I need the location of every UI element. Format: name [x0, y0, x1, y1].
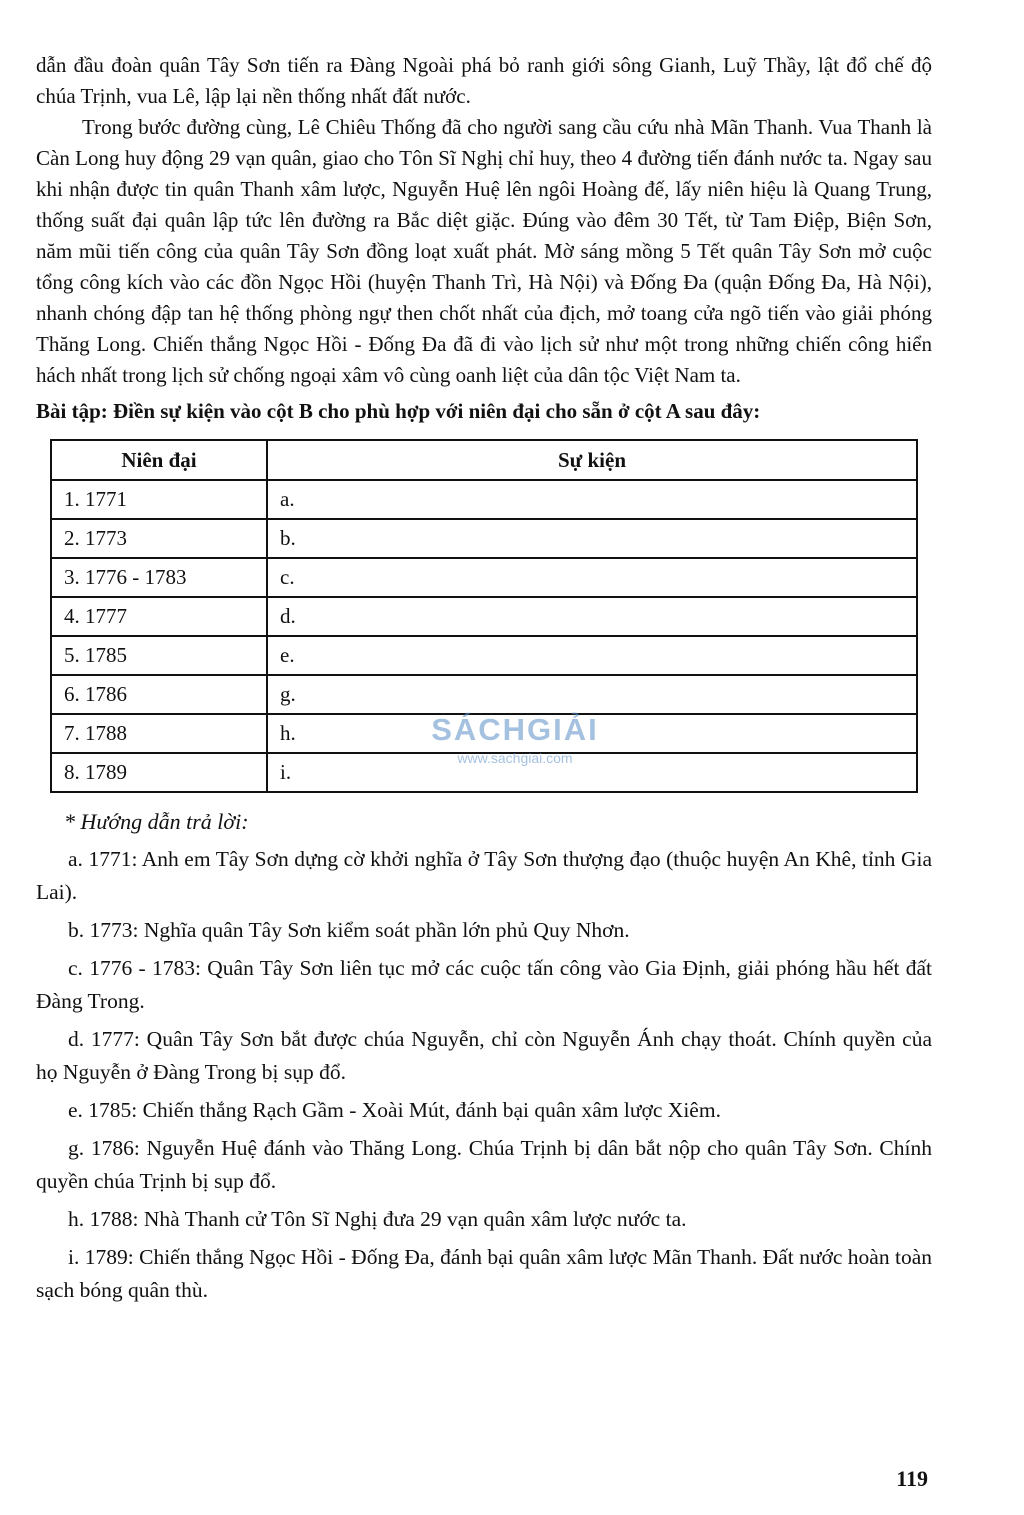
page-content — [36, 50, 932, 1312]
event-cell: c. — [267, 558, 917, 597]
header-year: Niên đại — [51, 440, 267, 480]
event-cell: b. — [267, 519, 917, 558]
answer-e: e. 1785: Chiến thắng Rạch Gầm - Xoài Mút, đánh bại quân xâm lược Xiêm. — [68, 1098, 721, 1122]
page-number: 119 — [896, 1466, 928, 1491]
event-cell: a. — [267, 480, 917, 519]
answer-b: b. 1773: Nghĩa quân Tây Sơn kiểm soát phần lớn phủ Quy Nhơn. — [68, 918, 630, 942]
table-row — [51, 636, 917, 675]
table-row — [51, 480, 917, 519]
event-cell: e. — [267, 636, 917, 675]
answer-a: a. 1771: Anh em Tây Sơn dựng cờ khởi nghĩa ở Tây Sơn thượng đạo (thuộc huyện An Khê, tỉnh Gia Lai). — [36, 847, 932, 904]
answer-d: d. 1777: Quân Tây Sơn bắt được chúa Nguyễn, chỉ còn Nguyễn Ánh chạy thoát. Chính quyền của họ Nguyễn ở Đàng Trong bị sụp đổ. — [36, 1027, 932, 1084]
year-cell: 2. 1773 — [51, 519, 267, 558]
watermark-logo: SÁCHGIẢI — [431, 712, 599, 747]
table-row — [51, 558, 917, 597]
year-cell: 3. 1776 - 1783 — [51, 558, 267, 597]
answer-h: h. 1788: Nhà Thanh cử Tôn Sĩ Nghị đưa 29 vạn quân xâm lược nước ta. — [68, 1207, 687, 1231]
year-cell: 7. 1788 — [51, 714, 267, 753]
event-cell: g. — [267, 675, 917, 714]
year-cell: 1. 1771 — [51, 480, 267, 519]
table-row — [51, 597, 917, 636]
watermark — [410, 712, 620, 766]
event-cell: i. — [267, 753, 917, 792]
watermark-url: www.sachgiai.com — [457, 750, 573, 766]
table-row — [51, 519, 917, 558]
year-cell: 8. 1789 — [51, 753, 267, 792]
year-cell: 4. 1777 — [51, 597, 267, 636]
exercise-heading: Bài tập: Điền sự kiện vào cột B cho phù hợp với niên đại cho sẵn ở cột A sau đây: — [36, 399, 761, 423]
answer-i: i. 1789: Chiến thắng Ngọc Hồi - Đống Đa, đánh bại quân xâm lược Mãn Thanh. Đất nước hoàn toàn sạch bóng quân thù. — [36, 1245, 932, 1302]
answer-guide-title: * Hướng dẫn trả lời: — [64, 809, 249, 834]
header-event: Sự kiện — [267, 440, 917, 480]
year-cell: 6. 1786 — [51, 675, 267, 714]
year-cell: 5. 1785 — [51, 636, 267, 675]
intro-paragraph-1: dẫn đầu đoàn quân Tây Sơn tiến ra Đàng Ngoài phá bỏ ranh giới sông Gianh, Luỹ Thầy, lật đổ chế độ chúa Trịnh, vua Lê, lập lại nền thống nhất đất nước. — [36, 53, 932, 108]
answer-c: c. 1776 - 1783: Quân Tây Sơn liên tục mở các cuộc tấn công vào Gia Định, giải phóng hầu hết đất Đàng Trong. — [36, 956, 932, 1013]
answer-g: g. 1786: Nguyễn Huệ đánh vào Thăng Long. Chúa Trịnh bị dân bắt nộp cho quân Tây Sơn. Chính quyền chúa Trịnh bị sụp đổ. — [36, 1136, 932, 1193]
event-cell: h. — [267, 714, 917, 753]
table-header-row — [51, 440, 917, 480]
event-cell: d. — [267, 597, 917, 636]
table-row — [51, 675, 917, 714]
intro-paragraph-2: Trong bước đường cùng, Lê Chiêu Thống đã cho người sang cầu cứu nhà Mãn Thanh. Vua Thanh là Càn Long huy động 29 vạn quân, giao cho Tôn Sĩ Nghị chỉ huy, theo 4 đường tiến đánh nước ta. Ngay sau khi nhận được tin quân Thanh xâm lược, Nguyễn Huệ lên ngôi Hoàng đế, lấy niên hiệu là Quang Trung, thống suất đại quân lập tức lên đường ra Bắc diệt giặc. Đúng vào đêm 30 Tết, từ Tam Điệp, Biện Sơn, năm mũi tiến công của quân Tây Sơn đồng loạt xuất phát. Mờ sáng mồng 5 Tết quân Tây Sơn mở cuộc tổng công kích vào các đồn Ngọc Hồi (huyện Thanh Trì, Hà Nội) và Đống Đa (quận Đống Đa, Hà Nội), nhanh chóng đập tan hệ thống phòng ngự then chốt nhất của địch, mở toang cửa ngõ tiến vào giải phóng Thăng Long. Chiến thắng Ngọc Hồi - Đống Đa đã đi vào lịch sử như một trong những chiến công hiển hách nhất trong lịch sử chống ngoại xâm vô cùng oanh liệt của dân tộc Việt Nam ta. — [36, 115, 932, 387]
